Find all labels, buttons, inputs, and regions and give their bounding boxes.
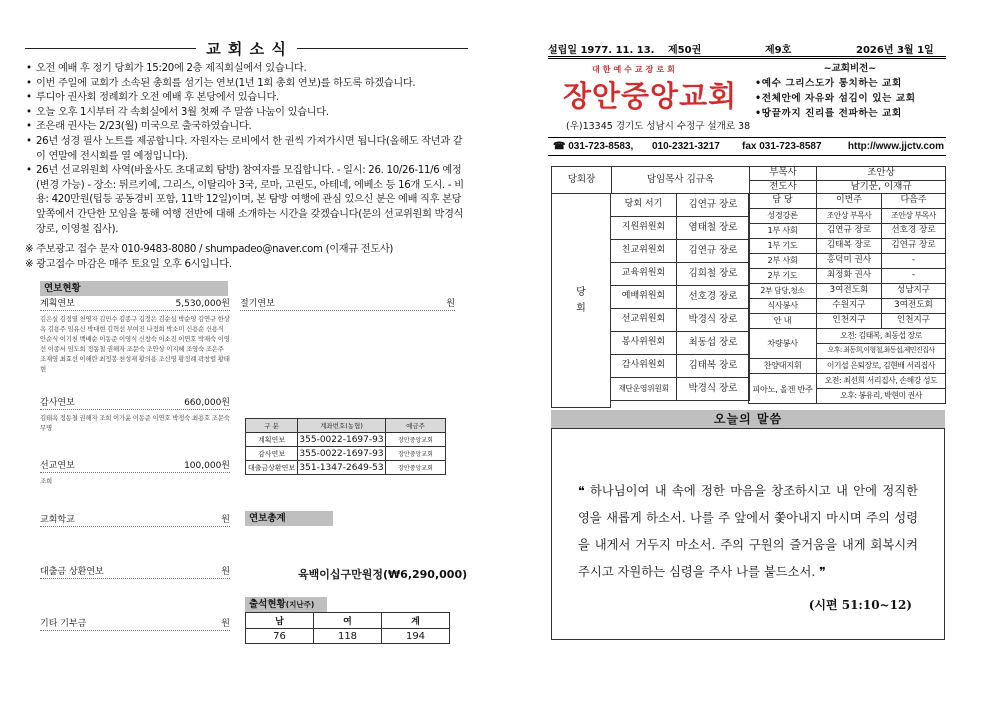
church-address: (우)13345 경기도 성남시 수정구 설개로 38 (566, 121, 751, 132)
denomination-name: 대한예수교장로회 (592, 65, 678, 74)
bulletin-date: 2026년 3월 1일 (856, 45, 934, 56)
table-row (552, 167, 946, 181)
associate-pastor-name: 조안상 (817, 167, 946, 181)
bullet-icon: • (26, 77, 32, 89)
table-row (246, 629, 450, 644)
senior-pastor-name: 담임목사 김규옥 (612, 167, 750, 194)
accompanist-label: 피아노, 올겐 반주 (749, 374, 817, 404)
committee-name: 재단운영위원회 (611, 378, 677, 401)
table-row (611, 286, 750, 309)
committee-name: 당회 서기 (611, 194, 677, 217)
other-donation-row (40, 618, 230, 631)
table-row (749, 329, 946, 344)
church-news (25, 62, 468, 272)
choir-conductor-label: 찬양대지휘 (749, 359, 817, 374)
fax-number: fax 031-723-8587 (742, 141, 822, 152)
season-offering-amount: 원 (446, 299, 455, 309)
duty-role: 2부 담당,청소 (749, 284, 817, 299)
duty-this-week: 수원지구 (817, 299, 882, 314)
duty-this-week: 인천지구 (817, 314, 882, 329)
news-text: 오전 예배 후 정기 당회가 15:20에 2층 제직회실에서 있습니다. (36, 63, 307, 74)
duty-next-week: 선호경 장로 (882, 224, 946, 239)
table-row (749, 209, 946, 224)
mission-offering-amount: 100,000원 (184, 461, 230, 471)
session-label: 당 회 (551, 193, 611, 408)
bullet-icon: • (26, 63, 32, 74)
vision-item: •땅끝까지 진리를 전파하는 교회 (755, 108, 902, 119)
duty-next-week: 조안상 부목사 (882, 209, 946, 224)
duty-role: 2부 사회 (749, 254, 817, 269)
other-donation (40, 618, 230, 631)
table-row (749, 239, 946, 254)
news-item (25, 106, 468, 121)
car-service-label: 차량봉사 (749, 329, 817, 359)
news-text: 오늘 오후 1시부터 각 속회실에서 3월 첫째 주 말씀 나눔이 있습니다. (36, 106, 329, 118)
account-holder: 장안중앙교회 (386, 461, 446, 475)
vision-title: ~교회비전~ (823, 63, 877, 74)
title-rule-right (297, 48, 468, 49)
table-row (246, 433, 446, 447)
attendance-table (245, 612, 450, 644)
planned-offering (40, 298, 230, 374)
committee-elder: 김연규 장로 (677, 240, 750, 263)
staff-table (551, 166, 946, 194)
church-vision (755, 62, 945, 135)
evangelist-names: 남기문, 이재규 (817, 180, 946, 194)
loan-offering (40, 566, 230, 579)
accompanist-am: 오전: 최선희 서리집사, 손해강 성도 (817, 374, 946, 389)
duty-next-week: 인천지구 (882, 314, 946, 329)
attendance-female-count: 118 (314, 629, 382, 644)
thanks-offering-amount: 660,000원 (184, 398, 230, 408)
attendance-male-count: 76 (246, 629, 314, 644)
committee-name: 예배위원회 (611, 286, 677, 309)
table-row (749, 374, 946, 389)
verse-text: ❝ 하나님이여 내 속에 정한 마음을 창조하시고 내 안에 정직한 영을 새롭게 하소서. 나를 주 앞에서 쫓아내지 마시며 주의 성령을 내게서 거두지 마소서. 주의 구원의 즐거움을 내게 회복시켜 주시고 자원하는 심령을 주사 나를 붙드소서. ❞ (578, 484, 918, 579)
bullet-icon: • (26, 92, 32, 104)
table-row (749, 254, 946, 269)
masthead-double-rule (548, 56, 946, 59)
mission-offering-label: 선교연보 (40, 461, 75, 471)
committee-elder: 박경식 장로 (677, 378, 750, 401)
duty-this-week: 홍덕미 권사 (817, 254, 882, 269)
news-item (25, 77, 468, 92)
duty-table (748, 193, 946, 404)
table-row (749, 224, 946, 239)
table-row (611, 217, 750, 240)
table-header-row (246, 613, 450, 629)
table-row (749, 299, 946, 314)
attendance-female-header: 여 (314, 613, 382, 629)
thanks-offering-names: 김태옥 정동철 권해자 조희 이가윤 이동준 이연호 박정숙 최용호 조문숙 무명 (40, 414, 230, 432)
contact-top-rule (548, 137, 946, 138)
news-item (25, 120, 468, 135)
mission-offering (40, 460, 230, 486)
committee-elder: 김희철 장로 (677, 263, 750, 286)
mission-offering-row (40, 460, 230, 473)
school-offering-label: 교회학교 (40, 515, 75, 525)
table-header-row (246, 419, 446, 433)
news-title-bar (25, 38, 468, 59)
duty-this-week: 조안상 부목사 (817, 209, 882, 224)
duty-next-week: - (882, 269, 946, 284)
duty-next-week: 김연규 장로 (882, 239, 946, 254)
bank-account-table (245, 418, 446, 475)
duty-role: 식사봉사 (749, 299, 817, 314)
car-service-am: 오전: 김태복, 최동섭 장로 (817, 329, 946, 344)
duty-role: 1부 사회 (749, 224, 817, 239)
account-holder: 장안중앙교회 (386, 433, 446, 447)
table-row (611, 378, 750, 401)
planned-offering-amount: 5,530,000원 (175, 299, 230, 309)
duty-this-week: 3여전도회 (817, 284, 882, 299)
committee-elder: 김연규 장로 (677, 194, 750, 217)
news-item (25, 62, 468, 77)
committee-name: 선교위원회 (611, 309, 677, 332)
committee-table (610, 193, 750, 401)
news-text: 루디아 권사회 정례회가 오전 예배 후 본당에서 있습니다. (36, 92, 279, 104)
attendance-male-header: 남 (246, 613, 314, 629)
website-url: http://www.jjctv.com (847, 141, 944, 152)
table-row (749, 269, 946, 284)
account-holder: 장안중앙교회 (386, 447, 446, 461)
table-row (749, 359, 946, 374)
bullet-icon: • (26, 165, 32, 177)
other-donation-amount: 원 (221, 619, 230, 629)
duty-next-week: 성남지구 (882, 284, 946, 299)
news-text: 조은래 권사는 2/23(월) 미국으로 출국하였습니다. (36, 121, 252, 133)
committee-elder: 선호경 장로 (677, 286, 750, 309)
committee-elder: 염태철 장로 (677, 217, 750, 240)
duty-header-role: 담 당 (749, 194, 817, 209)
loan-offering-row (40, 566, 230, 579)
duty-role: 성경강론 (749, 209, 817, 224)
bullet-icon: • (26, 106, 32, 118)
thanks-offering-label: 감사연보 (40, 398, 75, 408)
contact-bottom-rule (548, 155, 946, 156)
news-item (25, 164, 468, 237)
duty-header-next-week: 다음주 (882, 194, 946, 209)
duty-role: 1부 기도 (749, 239, 817, 254)
table-row (749, 284, 946, 299)
season-offering-row (240, 298, 455, 311)
table-row (749, 314, 946, 329)
bullet-icon: • (26, 135, 32, 147)
attendance-header (245, 597, 327, 612)
season-offering-label: 절기연보 (240, 299, 275, 309)
committee-name: 지원위원회 (611, 217, 677, 240)
committee-elder: 최동섭 장로 (677, 332, 750, 355)
school-offering (40, 514, 230, 527)
table-row (611, 194, 750, 217)
phone-number: ☎ 031-723-8583, (553, 141, 634, 152)
news-item (25, 91, 468, 106)
table-row (611, 332, 750, 355)
attendance-total-header: 계 (382, 613, 450, 629)
news-title: 교 회 소 식 (206, 40, 287, 58)
mission-offering-names: 조희 (40, 477, 52, 485)
committee-name: 교육위원회 (611, 263, 677, 286)
news-text: 이번 주일에 교회가 소속된 총회를 섬기는 연보(1년 1회 총회 연보)를 하도록 하겠습니다. (36, 77, 416, 89)
committee-name: 봉사위원회 (611, 332, 677, 355)
table-row (246, 447, 446, 461)
attendance-header-note: (지난주) (285, 600, 315, 609)
committee-elder: 박경식 장로 (677, 309, 750, 332)
senior-pastor-label: 당회장 (552, 167, 612, 194)
ad-deadline-notice: ※ 광고접수 마감은 매주 토요일 오후 6시입니다. (25, 258, 232, 270)
accompanist-pm: 오후: 봉유리, 박현미 권사 (817, 389, 946, 404)
account-number: 355-0022-1697-93 (299, 448, 384, 459)
duty-this-week: 김연규 장로 (817, 224, 882, 239)
ad-notices (25, 243, 468, 272)
news-text: 26년 선교위원회 사역(바울사도 초대교회 탐방) 참여자를 모집합니다. - 일시: 26. 10/26-11/6 예정(변경 가능) - 장소: 튀르키예, 그리스, 이탈리아 3국, 로마, 고린도, 아테네, 에베소 등 16개 도시. - 비용: 420만원(팁등 공동경비 포함, 11박 12일)이며, 본 탐방 여행에 관심 있으신 분은 예배 직후 본당 앞쪽에서 간단한 모임을 통해 여행 전반에 대해 소개하는 시간을 갖겠습니다(문의 선교위원회 박경식 장로, 이영철 집사). (36, 165, 464, 235)
attendance-total-count: 194 (382, 629, 450, 644)
mobile-number: 010-2321-3217 (652, 141, 720, 152)
other-donation-label: 기타 기부금 (40, 619, 87, 629)
school-offering-row (40, 514, 230, 527)
bullet-icon: • (26, 121, 32, 133)
committee-name: 친교위원회 (611, 240, 677, 263)
verse-reference: (시편 51:10~12) (808, 598, 912, 612)
account-category: 계획연보 (246, 433, 298, 447)
table-row (611, 263, 750, 286)
col-header-account: 계좌번호(농협) (298, 419, 386, 433)
vision-item: •전체안에 자유와 섬김이 있는 교회 (755, 93, 916, 104)
col-header-holder: 예금주 (386, 419, 446, 433)
school-offering-amount: 원 (221, 515, 230, 525)
committee-name: 감사위원회 (611, 355, 677, 378)
news-item (25, 135, 468, 164)
table-row (611, 309, 750, 332)
offering-total-amount: 육백이십구만원정(₩6,290,000) (298, 568, 468, 581)
church-name-logo: 장안중앙교회 (563, 79, 738, 113)
issue-number: 제9호 (765, 45, 792, 56)
duty-next-week: 3여전도회 (882, 299, 946, 314)
verse-block (578, 478, 918, 613)
duty-header-this-week: 이번주 (817, 194, 882, 209)
planned-offering-label: 계획연보 (40, 299, 75, 309)
table-row (246, 461, 446, 475)
news-list (25, 62, 468, 237)
volume-number: 제50권 (668, 45, 702, 56)
duty-this-week: 김태복 장로 (817, 239, 882, 254)
account-number: 355-0022-1697-93 (299, 434, 384, 445)
car-service-pm: 오후: 최동희,이형철,최동섭,제민진집사 (817, 344, 946, 359)
account-number: 351-1347-2649-53 (299, 462, 384, 473)
loan-offering-amount: 원 (221, 567, 230, 577)
table-row (611, 355, 750, 378)
news-text: 26년 성경 필사 노트를 제공합니다. 자원자는 로비에서 한 권씩 가져가시면 됩니다(올해도 작년과 같이 연말에 전시회를 열 예정입니다). (36, 135, 463, 162)
planned-offering-row (40, 298, 230, 311)
offering-total-header: 연보총계 (245, 511, 333, 526)
duty-role: 2부 기도 (749, 269, 817, 284)
committee-elder: 김태복 장로 (677, 355, 750, 378)
offering-status-header: 연보현황 (40, 281, 228, 296)
loan-offering-label: 대출금 상환연보 (40, 567, 104, 577)
title-rule-left (25, 48, 196, 49)
associate-pastor-label: 부목사 (750, 167, 817, 181)
duty-next-week: - (882, 254, 946, 269)
table-row (611, 240, 750, 263)
account-category: 대출금상환연보 (246, 461, 298, 475)
planned-offering-names: 김은실 김정열 천영자 김민수 김종구 김정은 김순심 박순영 김연규 한상옥 김용주 임유신 박대현 김혁선 부여진 나정희 박소미 신용순 신용식 안순식 이기천 백배순 이동준 이영식 신창숙 이소진 이연호 박재숙 이영선 이종서 임도희 정동철 권해자 조문숙 조안상 이지혜 조영숙 조은주 조재영 최효선 이해란 최정봉 천성재 황의용 조신영 황정례 곽창렬 황태현 (40, 315, 230, 373)
ad-contact-notice: ※ 주보광고 접수 문자 010-9483-8080 / shumpadeo@naver.com (이재규 전도사) (25, 244, 394, 256)
evangelist-label: 전도사 (750, 180, 817, 194)
duty-role: 안 내 (749, 314, 817, 329)
vision-item: •예수 그리스도가 통치하는 교회 (755, 78, 902, 89)
season-offering (240, 298, 455, 311)
account-category: 감사연보 (246, 447, 298, 461)
table-header-row (749, 194, 946, 209)
todays-word-header: 오늘의 말씀 (551, 410, 945, 428)
duty-this-week: 최정화 권사 (817, 269, 882, 284)
thanks-offering-row (40, 397, 230, 410)
choir-conductor-value: 이기섭 은퇴장로, 김현배 서리집사 (817, 359, 946, 374)
thanks-offering (40, 397, 230, 433)
attendance-header-label: 출석현황 (249, 599, 286, 610)
col-header-category: 구 분 (246, 419, 298, 433)
established-date: 설립일 1977. 11. 13. (548, 45, 655, 56)
